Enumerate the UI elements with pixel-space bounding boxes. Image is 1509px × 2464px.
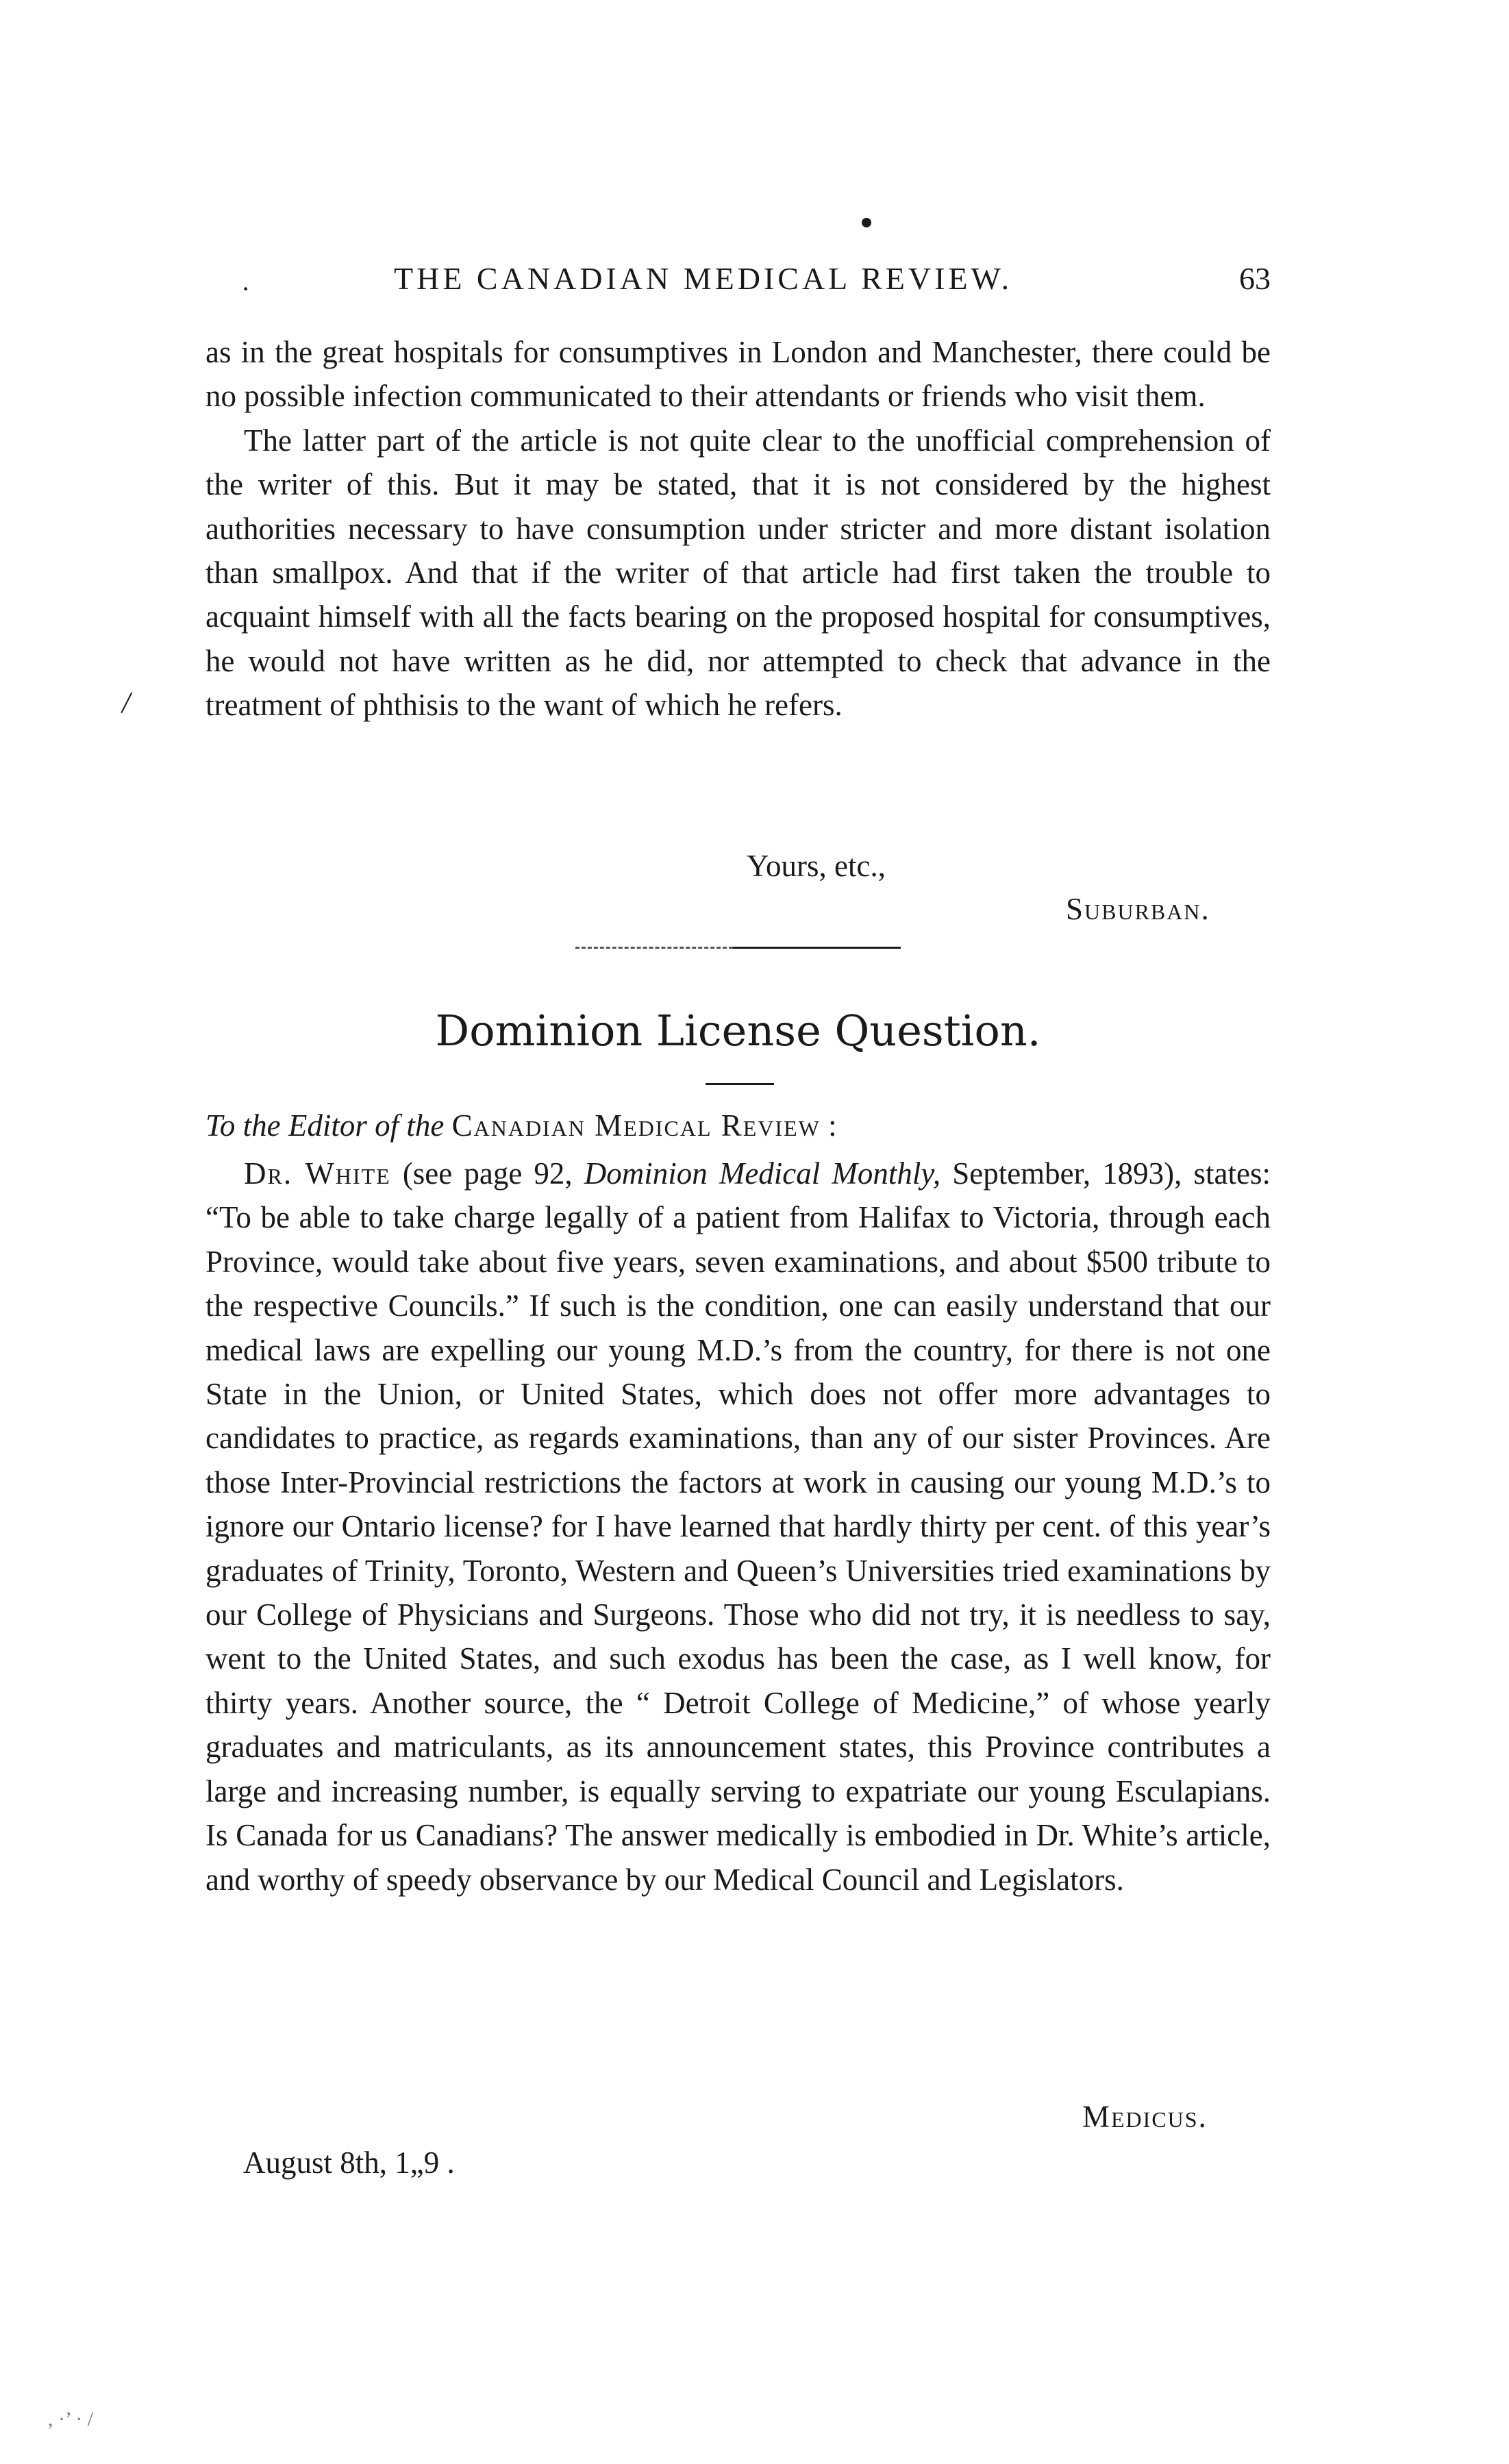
letter-paragraph-2: The latter part of the article is not quite clear to the unofficial comprehension of the writer of this. But it may be stated, that it is not considered by the highest authorities necessary to have consumption under stricter and more distant isolation than smallpox. And that if the writer of that article had first taken the trouble to acquaint himself with all the facts bearing on the proposed hospital for consumptives, he would not have written as he did, nor attempted to check that advance in the treatment of phthisis to the want of which he refers. — [205, 423, 1271, 723]
letter-closing: Yours, etc., — [747, 849, 886, 883]
section-title: Dominion License Question. — [435, 1006, 1041, 1056]
journal-reference: Dominion Medical Monthly, — [584, 1156, 941, 1191]
running-header — [205, 260, 1271, 308]
medicus-signature: Medicus. — [1082, 2100, 1208, 2134]
salutation-journal: Canadian Medical Review — [451, 1108, 821, 1143]
medicus-paragraph — [205, 1152, 1271, 1902]
letter-medicus-body — [205, 1152, 1271, 1902]
header-mark: · — [241, 273, 254, 304]
corner-specks: , ·’ · / — [48, 2408, 94, 2430]
ink-dot — [862, 218, 871, 227]
salutation-italic: To the Editor of the — [205, 1108, 445, 1143]
salutation — [205, 1108, 837, 1143]
letter-signature: Suburban. — [1066, 892, 1210, 926]
letter-suburban-body — [205, 330, 1271, 727]
body-part-2: September, 1893), states: “To be able to take charge legally of a patient from Halifax to Victoria, through each Province, would take about five years, seven examinations, and about $500 tribute to the respective Councils.” If such is the condition, one can easily understand that our medical laws are expelling our young M.D.’s from the country, for there is not one State in the Union, or United States, which does not offer more advantages to candidates to practice, as regards examinations, than any of our sister Provinces. Are those Inter-Provincial restrictions the factors at work in causing our young M.D.’s to ignore our Ontario license? for I have learned that hardly thirty per cent. of this year’s graduates of Trinity, Toronto, Western and Queen’s Universities tried examinations by our College of Physicians and Surgeons. Those who did not try, it is needless to say, went to the United States, and such exodus has been the case, as I well know, for thirty years. Another source, the “ Detroit College of Medicine,” of whose yearly graduates and matriculants, as its announcement states, this Province contributes a large and increasing number, is equally serving to expatriate our young Esculapians. Is Canada for us Canadians? The answer medically is embodied in Dr. White’s article, and worthy of speedy observance by our Medical Council and Legislators. — [205, 1156, 1271, 1897]
separator-rule-dashed — [575, 947, 733, 949]
letter-paragraph-1: as in the great hospitals for consumptives in London and Manchester, there could be no possible infection communicated to their attendants or friends who visit them. — [205, 335, 1271, 414]
opening-name: Dr. White — [244, 1156, 391, 1191]
journal-title: THE CANADIAN MEDICAL REVIEW. — [394, 261, 1013, 296]
title-underline — [706, 1083, 774, 1085]
stray-mark: / — [122, 686, 131, 719]
page-number: 63 — [1239, 261, 1271, 296]
body-part-1: (see page 92, — [390, 1156, 584, 1191]
salutation-colon: : — [828, 1108, 837, 1143]
letter-date: August 8th, 1„9 . — [243, 2145, 455, 2180]
separator-rule — [733, 947, 901, 949]
